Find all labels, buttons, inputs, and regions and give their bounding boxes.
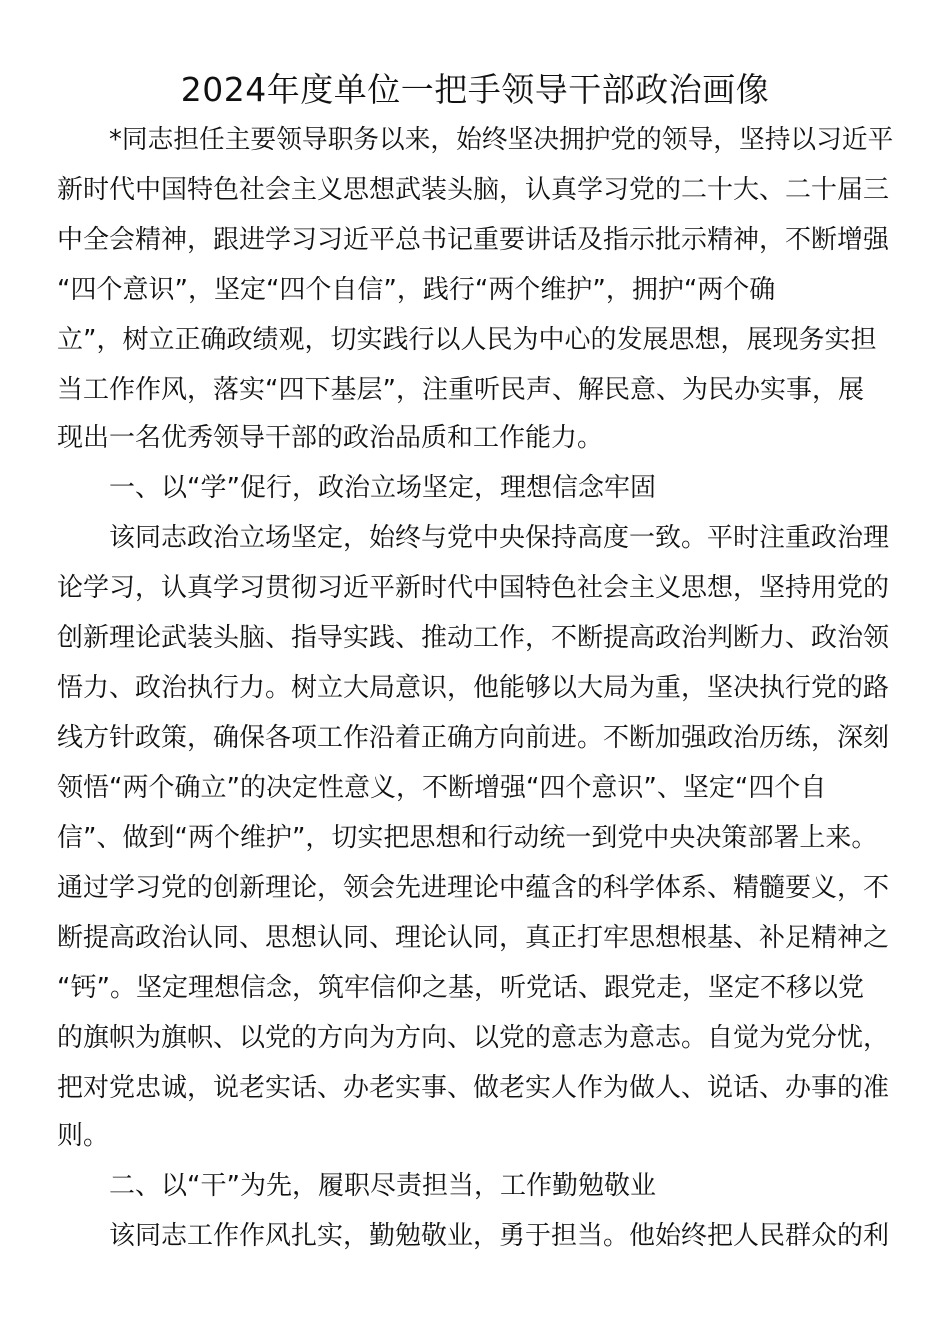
section-1-line-12: 把对党忠诚，说老实话、办老实事、做老实人作为做人、说话、办事的准 [57,1073,890,1103]
document-title: 2024年度单位一把手领导干部政治画像 [180,70,770,109]
intro-line-6: 当工作作风，落实“四下基层”，注重听民声、解民意、为民办实事，展 [57,375,864,405]
section-1-line-13: 则。 [57,1121,110,1151]
section-1-line-8: 通过学习党的创新理论，领会先进理论中蕴含的科学体系、精髓要义，不 [57,873,890,903]
section-1-line-9: 断提高政治认同、思想认同、理论认同，真正打牢思想根基、补足精神之 [57,923,890,953]
intro-line-5: 立”，树立正确政绩观，切实践行以人民为中心的发展思想，展现务实担 [57,325,877,355]
section-2-line-1: 该同志工作作风扎实，勤勉敬业，勇于担当。他始终把人民群众的利 [109,1221,890,1251]
intro-line-4: “四个意识”，坚定“四个自信”，践行“两个维护”，拥护“两个确 [57,275,776,305]
section-1-line-5: 线方针政策，确保各项工作沿着正确方向前进。不断加强政治历练，深刻 [57,723,890,753]
intro-line-7: 现出一名优秀领导干部的政治品质和工作能力。 [57,423,604,453]
section-1-line-11: 的旗帜为旗帜、以党的方向为方向、以党的意志为意志。自觉为党分忧， [57,1023,890,1053]
section-1-line-1: 该同志政治立场坚定，始终与党中央保持高度一致。平时注重政治理 [109,523,890,553]
intro-line-2: 新时代中国特色社会主义思想武装头脑，认真学习党的二十大、二十届三 [57,175,890,205]
section-1-line-7: 信”、做到“两个维护”，切实把思想和行动统一到党中央决策部署上来。 [57,823,878,853]
intro-line-1: *同志担任主要领导职务以来，始终坚决拥护党的领导，坚持以习近平 [109,125,894,155]
section-1-line-2: 论学习，认真学习贯彻习近平新时代中国特色社会主义思想，坚持用党的 [57,573,890,603]
section-1-line-10: “钙”。坚定理想信念，筑牢信仰之基，听党话、跟党走，坚定不移以党 [57,973,864,1003]
intro-line-3: 中全会精神，跟进学习习近平总书记重要讲话及指示批示精神，不断增强 [57,225,890,255]
section-1-heading: 一、以“学”促行，政治立场坚定，理想信念牢固 [109,473,656,503]
section-2-heading: 二、以“干”为先，履职尽责担当，工作勤勉敬业 [109,1171,656,1201]
section-1-line-3: 创新理论武装头脑、指导实践、推动工作，不断提高政治判断力、政治领 [57,623,890,653]
section-1-line-6: 领悟“两个确立”的决定性意义，不断增强“四个意识”、坚定“四个自 [57,773,827,803]
section-1-line-4: 悟力、政治执行力。树立大局意识，他能够以大局为重，坚决执行党的路 [57,673,890,703]
